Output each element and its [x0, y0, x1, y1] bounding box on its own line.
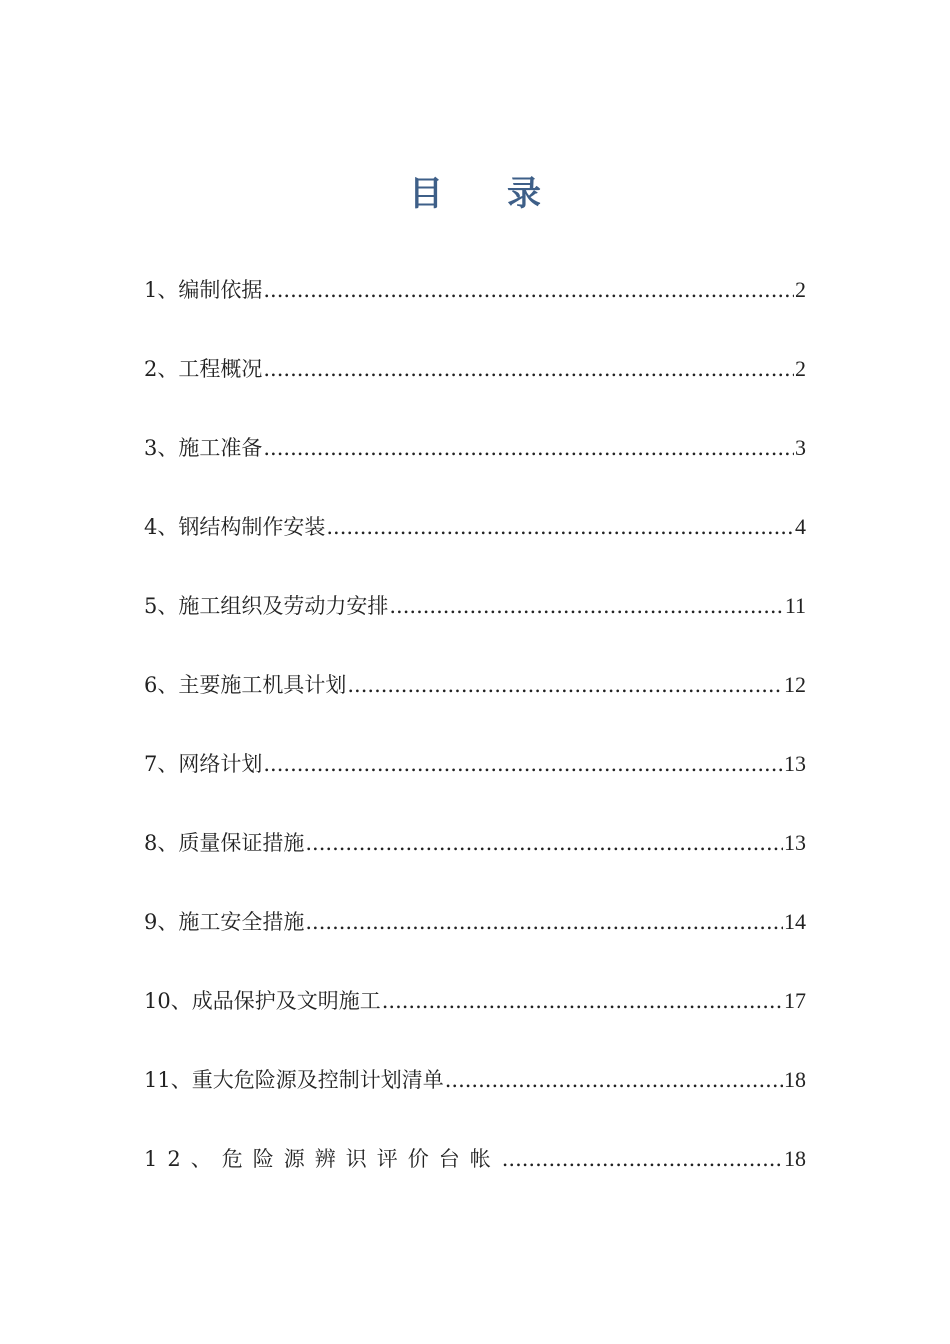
toc-entry-page: 2: [795, 356, 806, 381]
toc-entry-page: 11: [784, 593, 806, 618]
toc-entry-page: 18: [784, 1067, 806, 1092]
toc-entry-label: 6、主要施工机具计划: [144, 673, 347, 697]
toc-entry[interactable]: [144, 902, 806, 981]
toc-entry-page: 2: [795, 277, 806, 302]
toc-entry-label: 1、编制依据: [144, 278, 263, 302]
toc-title: 目录: [409, 174, 605, 214]
toc-dot-leader: [445, 1060, 783, 1100]
toc-entry-page: 13: [784, 830, 806, 855]
toc-entry-label: 11、重大危险源及控制计划清单: [144, 1068, 444, 1092]
toc-entry-page: 3: [795, 435, 806, 460]
toc-dot-leader: [305, 902, 783, 942]
toc-entry-label: 3、施工准备: [144, 436, 263, 460]
toc-entry[interactable]: [144, 981, 806, 1060]
toc-entry[interactable]: [144, 823, 806, 902]
toc-entry-page: 17: [784, 988, 806, 1013]
toc-entry[interactable]: [144, 1139, 806, 1218]
toc-dot-leader: [389, 586, 783, 626]
toc-entry[interactable]: [144, 1060, 806, 1139]
toc-dot-leader: [502, 1139, 783, 1179]
toc-dot-leader: [326, 507, 794, 547]
toc-dot-leader: [263, 270, 794, 310]
toc-entry-label: 7、网络计划: [144, 752, 263, 776]
toc-entry[interactable]: [144, 665, 806, 744]
toc-entry[interactable]: [144, 744, 806, 823]
toc-entry-page: 4: [795, 514, 806, 539]
toc-entry-page: 18: [784, 1146, 806, 1171]
toc-entry-label: 9、施工安全措施: [144, 910, 305, 934]
toc-list: [144, 270, 806, 1218]
toc-dot-leader: [305, 823, 783, 863]
toc-dot-leader: [263, 744, 783, 784]
toc-entry[interactable]: [144, 270, 806, 349]
toc-dot-leader: [263, 428, 794, 468]
toc-entry-label: 8、质量保证措施: [144, 831, 305, 855]
toc-entry[interactable]: [144, 507, 806, 586]
toc-entry-label: 2、工程概况: [144, 357, 263, 381]
toc-entry[interactable]: [144, 586, 806, 665]
toc-dot-leader: [382, 981, 783, 1021]
toc-entry[interactable]: [144, 428, 806, 507]
toc-dot-leader: [347, 665, 783, 705]
toc-entry-label: 4、钢结构制作安装: [144, 515, 326, 539]
toc-entry-label: 12、危险源辨识评价台帐: [144, 1147, 501, 1171]
toc-entry-label: 10、成品保护及文明施工: [144, 989, 381, 1013]
toc-entry-label: 5、施工组织及劳动力安排: [144, 594, 389, 618]
toc-dot-leader: [263, 349, 794, 389]
toc-entry-page: 12: [784, 672, 806, 697]
toc-entry-page: 13: [784, 751, 806, 776]
toc-entry[interactable]: [144, 349, 806, 428]
toc-entry-page: 14: [784, 909, 806, 934]
